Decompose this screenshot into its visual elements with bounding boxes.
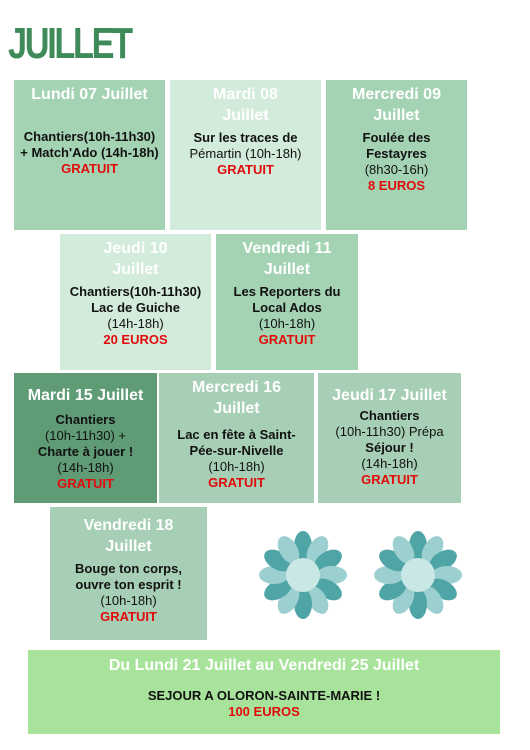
event-line: (10h-11h30) +	[44, 428, 127, 443]
event-line: + Match'Ado (14h-18h)	[20, 145, 159, 160]
event-price: 20 EUROS	[103, 332, 168, 347]
event-card	[14, 80, 165, 230]
event-line: (14h-18h)	[361, 456, 418, 471]
banner-price: 100 EUROS	[228, 704, 300, 719]
event-price: GRATUIT	[258, 332, 316, 347]
event-date: Lundi 07 Juillet	[31, 86, 148, 103]
event-line: Bouge ton corps,	[75, 561, 182, 576]
flower-center	[401, 558, 435, 592]
event-price: 8 EUROS	[367, 178, 426, 193]
event-price: GRATUIT	[217, 162, 274, 177]
event-card	[326, 80, 467, 230]
event-date: Vendredi 11 Juillet	[242, 240, 332, 278]
event-line: Lac en fête à Saint-	[177, 427, 296, 442]
event-price: GRATUIT	[100, 609, 157, 624]
event-date: Mercredi 16 Juillet	[192, 379, 281, 417]
event-card	[159, 373, 314, 503]
event-line: Séjour !	[365, 440, 414, 455]
event-card	[50, 507, 207, 640]
event-line: (8h30-16h)	[364, 162, 429, 177]
event-line: ouvre ton esprit !	[75, 577, 182, 592]
flower-center	[286, 558, 320, 592]
event-card	[170, 80, 321, 230]
event-line: (14h-18h)	[107, 316, 164, 331]
event-line: Sur les traces de	[193, 130, 298, 145]
event-price: GRATUIT	[361, 472, 418, 487]
event-date: Vendredi 18 Juillet	[83, 517, 174, 555]
flower-icon	[373, 530, 463, 620]
event-line: Pée-sur-Nivelle	[189, 443, 284, 458]
event-line: Les Reporters du	[233, 284, 341, 299]
event-line: (10h-18h)	[100, 593, 157, 608]
event-line: Festayres	[366, 146, 427, 161]
event-line: Pémartin (10h-18h)	[189, 146, 302, 161]
event-price: GRATUIT	[61, 161, 118, 176]
event-price: GRATUIT	[57, 476, 114, 491]
event-date: Jeudi 10 Juillet	[103, 240, 168, 278]
event-line: Charte à jouer !	[37, 444, 134, 459]
event-line: Local Ados	[252, 300, 322, 315]
event-date: Mardi 08 Juillet	[213, 86, 278, 124]
sejour-banner	[28, 650, 500, 734]
event-card	[216, 234, 358, 370]
event-card	[14, 373, 157, 503]
event-line: Chantiers(10h-11h30)	[23, 129, 156, 144]
banner-line: SEJOUR A OLORON-SAINTE-MARIE !	[147, 688, 381, 703]
page-title: JUILLET	[8, 19, 131, 68]
event-line: (10h-18h)	[208, 459, 265, 474]
event-line: Chantiers	[55, 412, 116, 427]
banner-dates: Du Lundi 21 Juillet au Vendredi 25 Juillet	[108, 657, 420, 674]
event-card	[60, 234, 211, 370]
event-line: Chantiers(10h-11h30)	[69, 284, 202, 299]
event-price: GRATUIT	[208, 475, 265, 490]
event-line: (14h-18h)	[57, 460, 114, 475]
event-date: Mardi 15 Juillet	[27, 387, 144, 404]
event-card	[318, 373, 461, 503]
event-line: (10h-11h30) Prépa	[335, 424, 444, 439]
event-line: Foulée des	[362, 130, 431, 145]
event-line: Chantiers	[359, 408, 420, 423]
event-line: (10h-18h)	[258, 316, 316, 331]
flower-icon	[258, 530, 348, 620]
event-date: Mercredi 09 Juillet	[352, 86, 441, 124]
event-date: Jeudi 17 Juillet	[332, 387, 447, 404]
event-line: Lac de Guiche	[91, 300, 180, 315]
